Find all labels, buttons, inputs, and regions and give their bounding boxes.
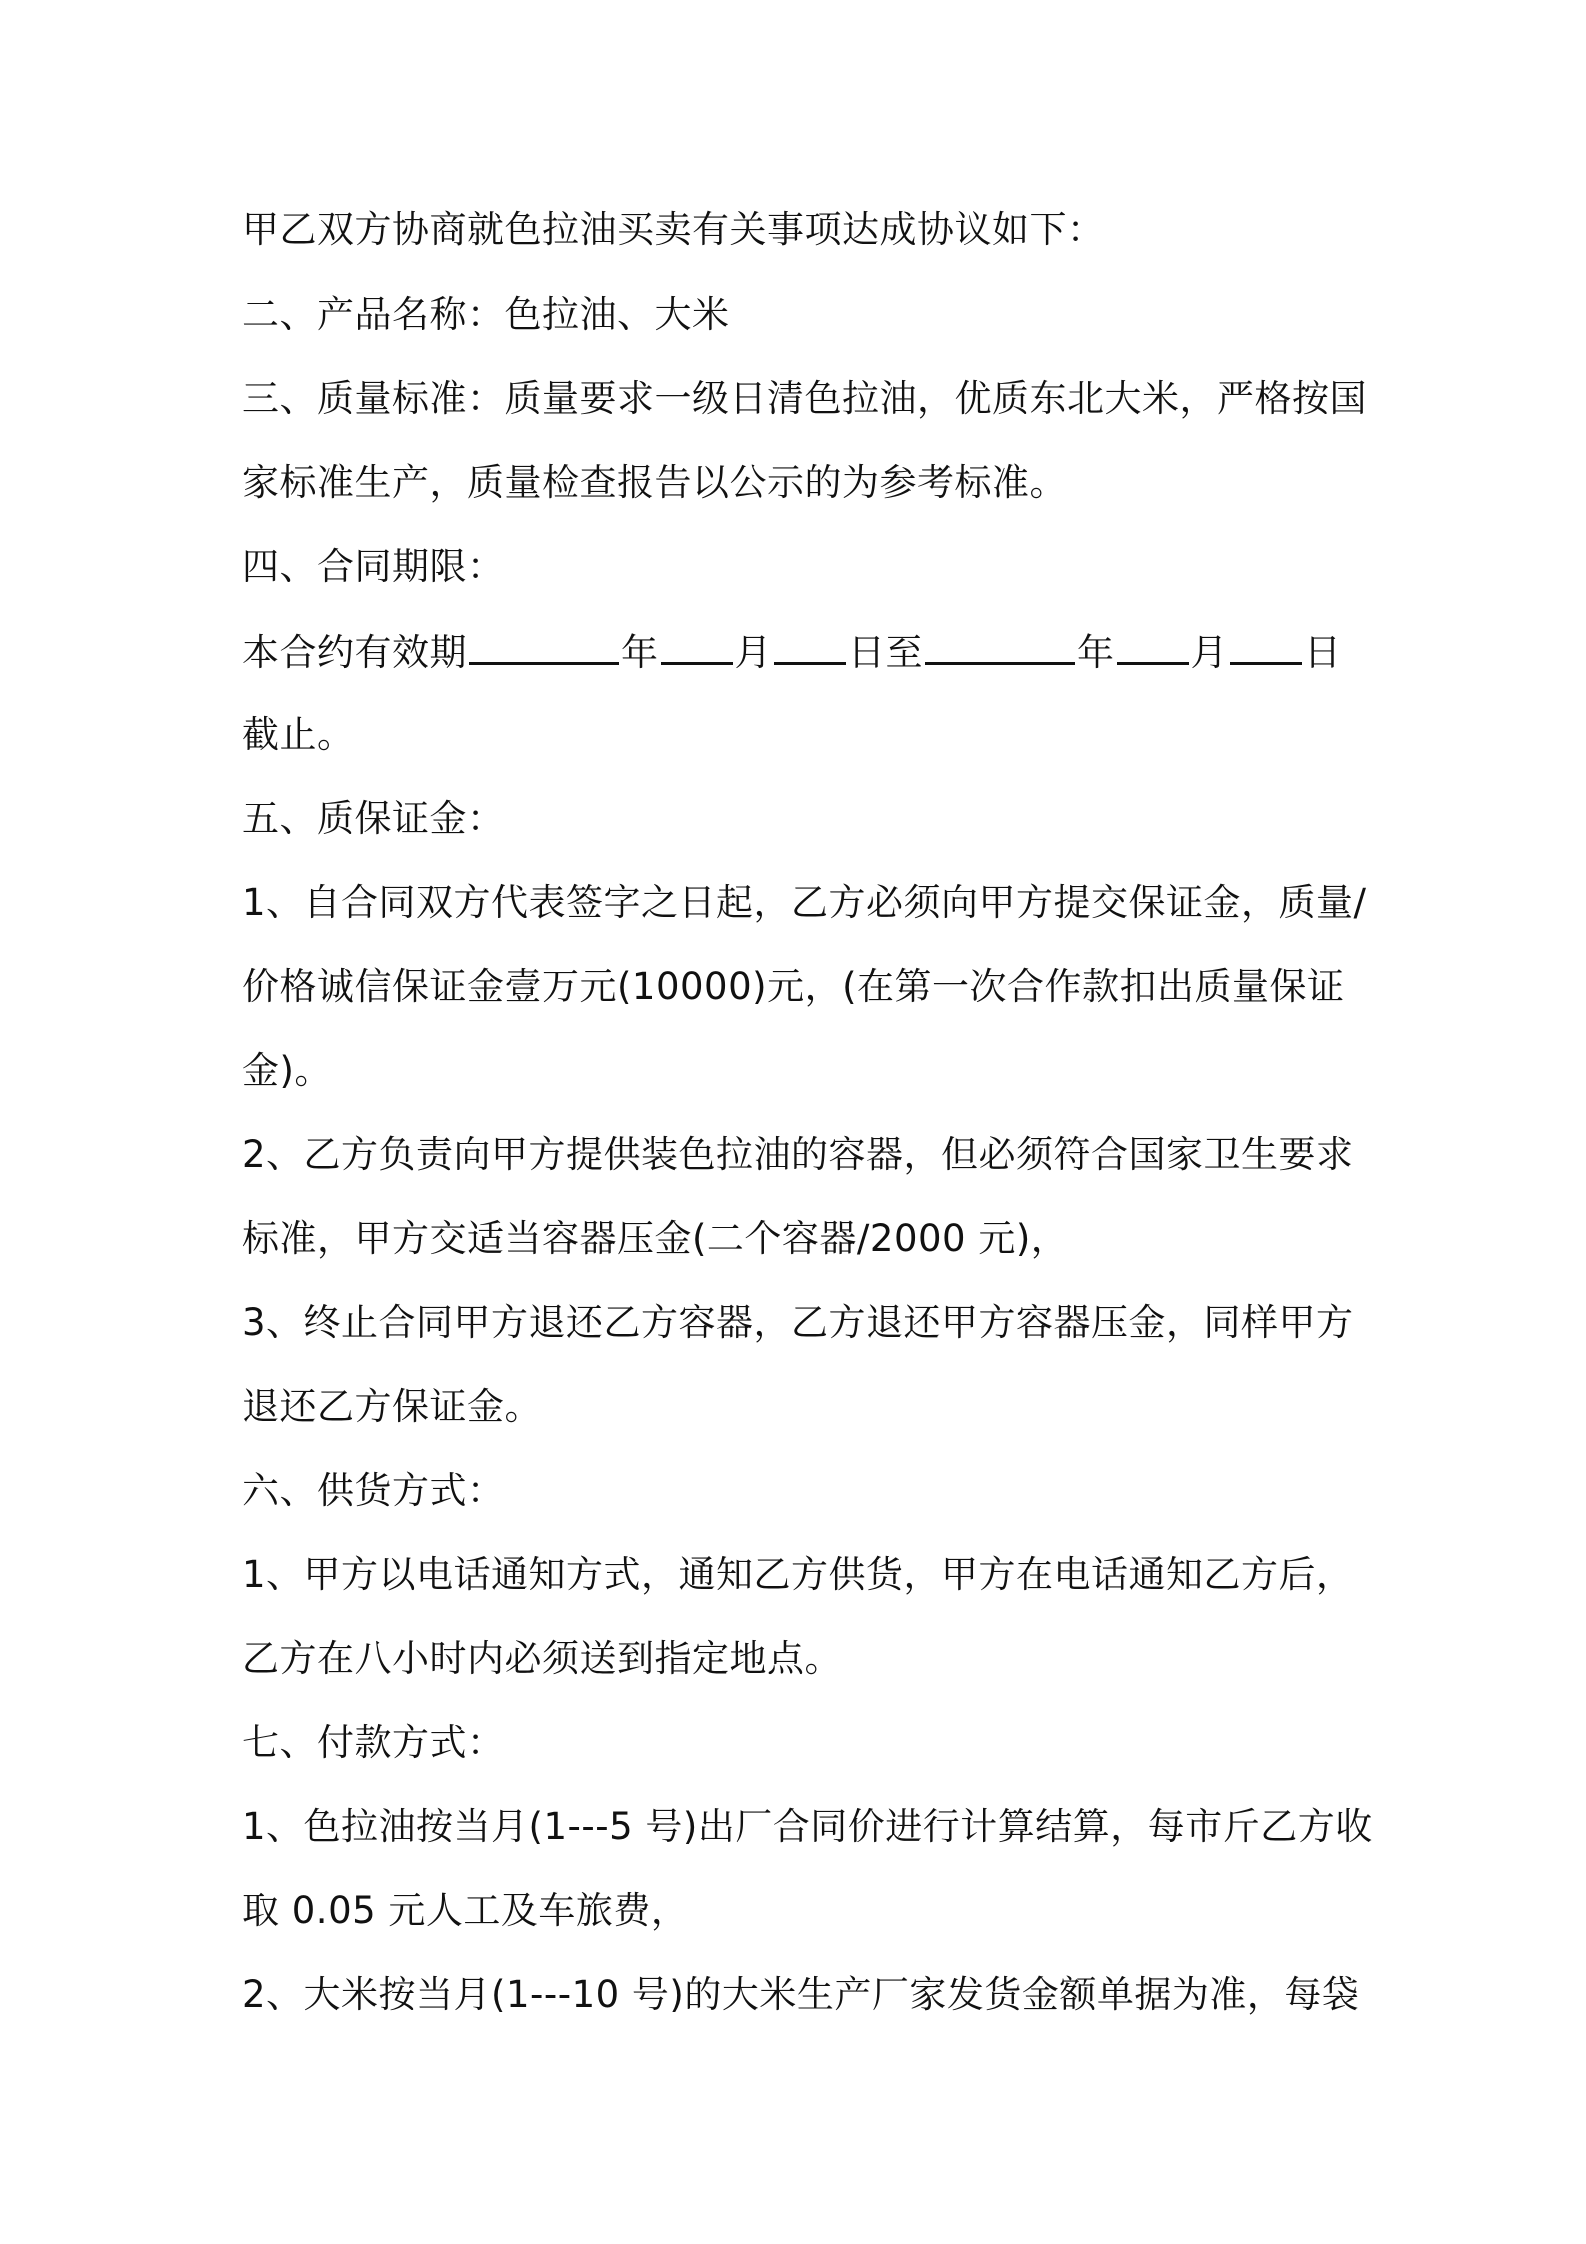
deposit-item-3-line-2: 退还乙方保证金。 [242, 1385, 542, 1428]
term-prefix: 本合约有效期 [242, 631, 467, 674]
section-2-product-name: 二、产品名称：色拉油、大米 [242, 293, 730, 336]
term-year-2: 年 [1077, 631, 1115, 674]
contract-term-line [242, 626, 1342, 678]
year-blank-1[interactable] [469, 626, 619, 665]
term-day-1: 日至 [848, 631, 923, 674]
section-7-heading: 七、付款方式： [242, 1721, 505, 1764]
payment-item-1-line-2: 取 0.05 元人工及车旅费， [242, 1889, 689, 1932]
section-6-heading: 六、供货方式： [242, 1469, 505, 1512]
payment-item-2-line-1: 2、大米按当月(1---10 号)的大米生产厂家发货金额单据为准，每袋 [242, 1973, 1360, 2016]
day-blank-2[interactable] [1230, 626, 1302, 665]
supply-item-1-line-1: 1、甲方以电话通知方式，通知乙方供货，甲方在电话通知乙方后， [242, 1553, 1354, 1596]
deposit-item-2-line-2: 标准，甲方交适当容器压金(二个容器/2000 元)， [242, 1217, 1069, 1260]
day-blank-1[interactable] [774, 626, 846, 665]
term-month-2: 月 [1190, 631, 1228, 674]
supply-item-1-line-2: 乙方在八小时内必须送到指定地点。 [242, 1637, 842, 1680]
payment-item-1-line-1: 1、色拉油按当月(1---5 号)出厂合同价进行计算结算，每市斤乙方收 [242, 1805, 1373, 1848]
section-4-heading: 四、合同期限： [242, 545, 505, 588]
year-blank-2[interactable] [925, 626, 1075, 665]
deposit-item-1-line-3: 金)。 [242, 1049, 332, 1092]
term-day-2: 日 [1304, 631, 1342, 674]
section-5-heading: 五、质保证金： [242, 797, 505, 840]
intro-line: 甲乙双方协商就色拉油买卖有关事项达成协议如下： [242, 208, 1105, 251]
section-3-quality-line-1: 三、质量标准：质量要求一级日清色拉油，优质东北大米，严格按国 [242, 377, 1367, 420]
deposit-item-1-line-1: 1、自合同双方代表签字之日起，乙方必须向甲方提交保证金，质量/ [242, 881, 1367, 924]
term-year-1: 年 [621, 631, 659, 674]
deposit-item-3-line-1: 3、终止合同甲方退还乙方容器，乙方退还甲方容器压金，同样甲方 [242, 1301, 1354, 1344]
deposit-item-2-line-1: 2、乙方负责向甲方提供装色拉油的容器，但必须符合国家卫生要求 [242, 1133, 1354, 1176]
month-blank-1[interactable] [661, 626, 733, 665]
section-3-quality-line-2: 家标准生产，质量检查报告以公示的为参考标准。 [242, 461, 1067, 504]
month-blank-2[interactable] [1117, 626, 1189, 665]
contract-term-end: 截止。 [242, 713, 355, 756]
term-month-1: 月 [734, 631, 772, 674]
deposit-item-1-line-2: 价格诚信保证金壹万元(10000)元，(在第一次合作款扣出质量保证 [242, 965, 1345, 1008]
